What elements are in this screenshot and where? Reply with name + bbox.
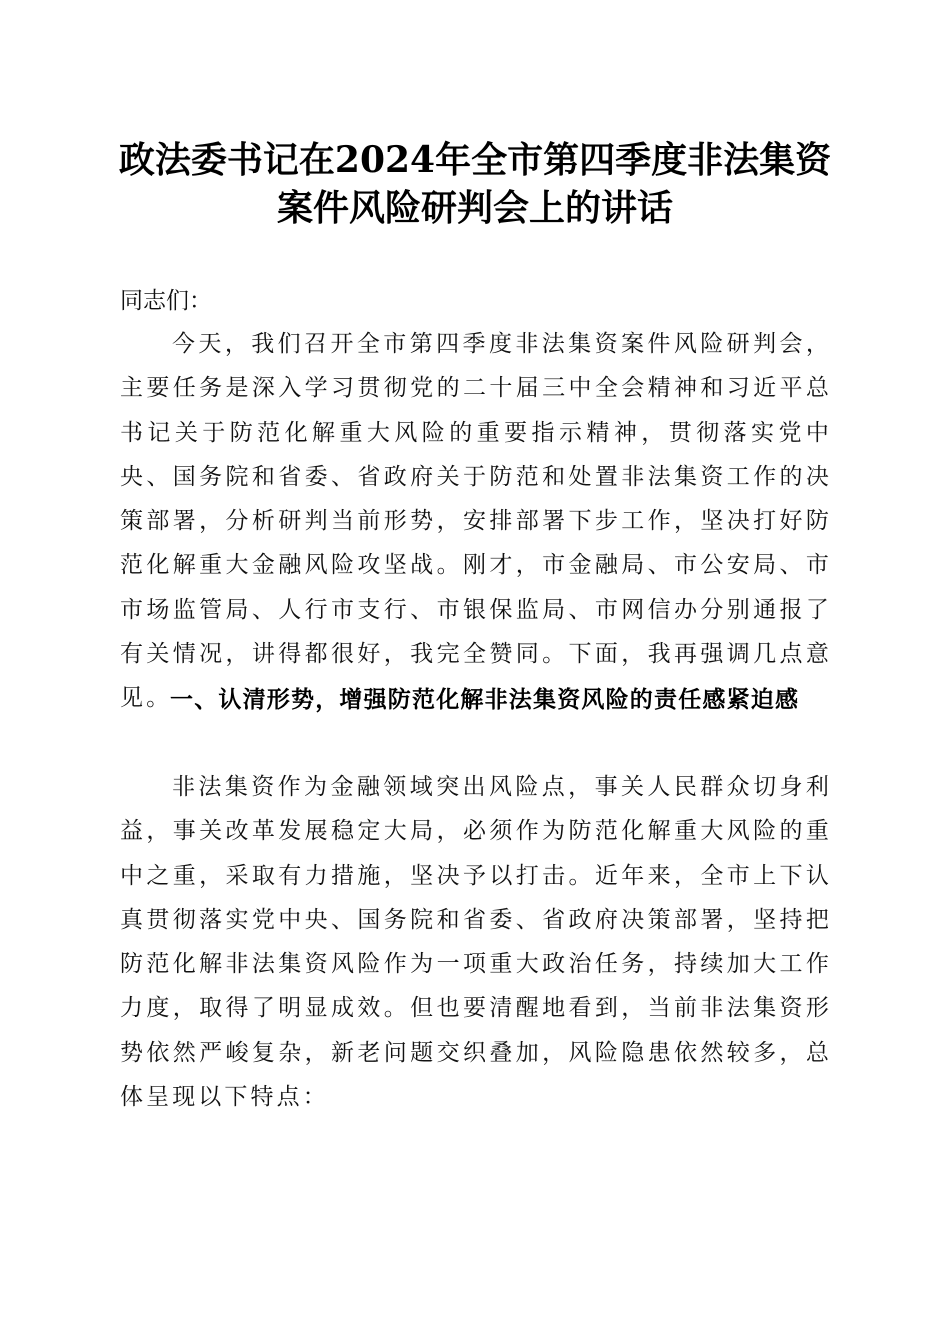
- paragraph-situation: 非法集资作为金融领域突出风险点，事关人民群众切身利益，事关改革发展稳定大局，必须作为防范化解重大风险的重中之重，采取有力措施，坚决予以打击。近年来，全市上下认真贯彻落实党中央、国务院和省委、省政府决策部署，坚持把防范化解非法集资风险作为一项重大政治任务，持续加大工作力度，取得了明显成效。但也要清醒地看到，当前非法集资形势依然严峻复杂，新老问题交织叠加，风险隐患依然较多，总体呈现以下特点：: [120, 774, 832, 1111]
- salutation: 同志们：: [120, 288, 212, 314]
- section-heading-1: 一、认清形势，增强防范化解非法集资风险的责任感紧迫感: [170, 687, 800, 713]
- document-title-line-1: 政法委书记在2024年全市第四季度非法集资: [118, 139, 832, 181]
- document-title-line-2: 案件风险研判会上的讲话: [276, 187, 673, 229]
- paragraph-opening: 今天，我们召开全市第四季度非法集资案件风险研判会，主要任务是深入学习贯彻党的二十届三中全会精神和习近平总书记关于防范化解重大风险的重要指示精神，贯彻落实党中央、国务院和省委、省政府关于防范和处置非法集资工作的决策部署，分析研判当前形势，安排部署下步工作，坚决打好防范化解重大金融风险攻坚战。刚才，市金融局、市公安局、市市场监管局、人行市支行、市银保监局、市网信办分别通报了有关情况，讲得都很好，我完全赞同。下面，我再强调几点意见。: [120, 331, 832, 712]
